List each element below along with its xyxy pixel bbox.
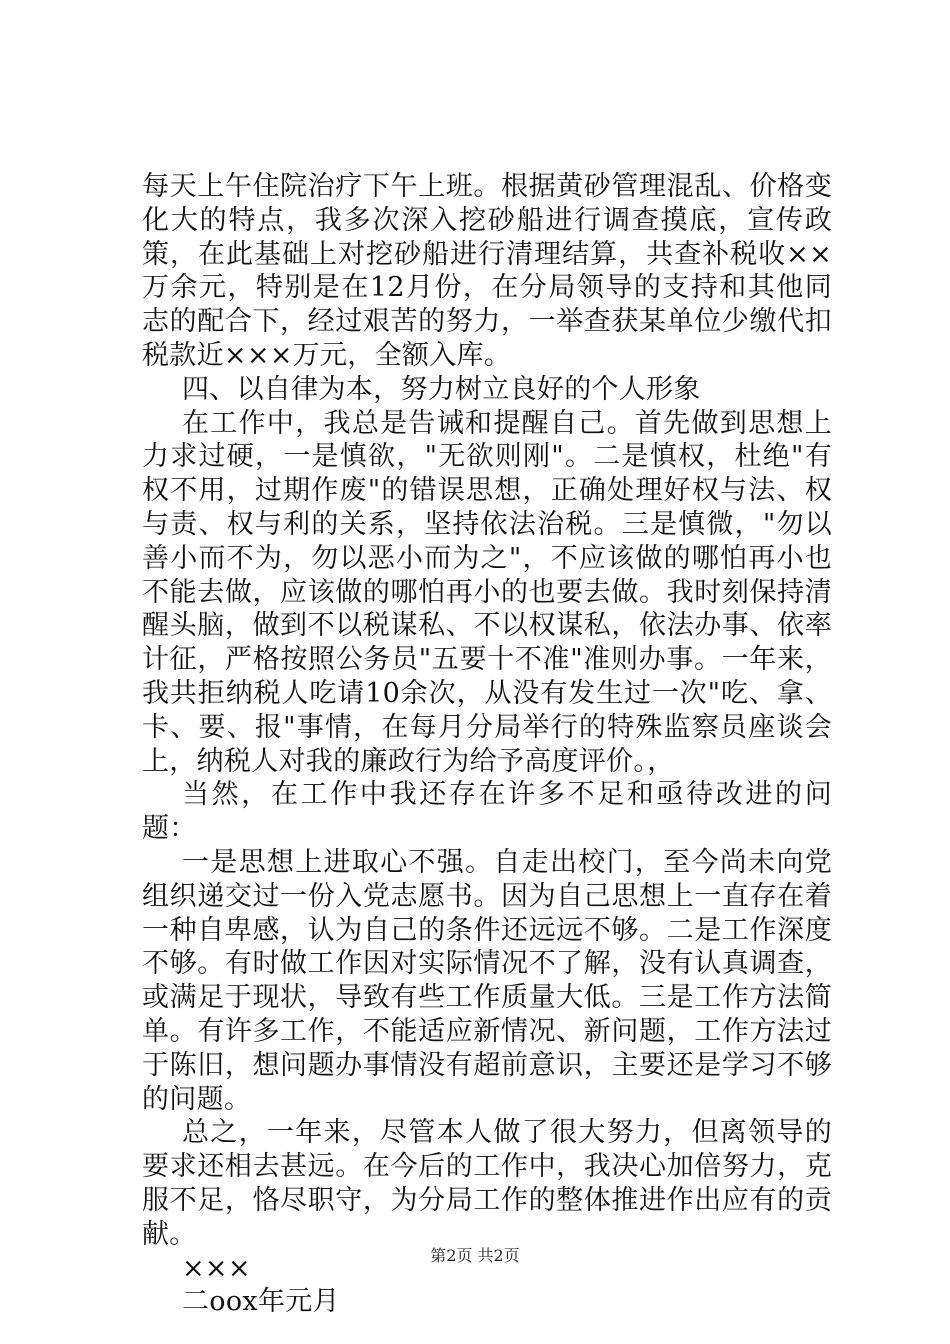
signature-date: 二oox年元月 xyxy=(182,1286,340,1318)
section-heading-self-discipline: 四、以自律为本，努力树立良好的个人形象 xyxy=(182,373,701,405)
signature-name: ××× xyxy=(182,1252,251,1284)
page-number-footer: 第2页 共2页 xyxy=(430,1246,520,1265)
paragraph-self-discipline: 在工作中，我总是告诫和提醒自己。首先做到思想上力求过硬，一是慎欲，"无欲则刚"。二是慎权，杜绝"有权不用，过期作废"的错误思想，正确处理好权与法、权与责、权与利的关系，坚持依法治税。三是慎微，"勿以善小而不为，勿以恶小而为之"，不应该做的哪怕再小也不能去做，应该做的哪怕再小的也要去做。我时刻保持清醒头脑，做到不以税谋私、不以权谋私，依法办事、依率计征，严格按照公务员"五要十不准"准则办事。一年来，我共拒纳税人吃请10余次，从没有发生过一次"吃、拿、卡、要、报"事情，在每月分局举行的特殊监察员座谈会上，纳税人对我的廉政行为给予高度评价。， xyxy=(142,407,832,777)
paragraph-shortcomings-list: 一是思想上进取心不强。自走出校门，至今尚未向党组织递交过一份入党志愿书。因为自己思想上一直存在着一种自卑感，认为自己的条件还远远不够。二是工作深度不够。有时做工作因对实际情况不了解，没有认真调查，或满足于现状，导致有些工作质量大低。三是工作方法简单。有许多工作，不能适应新情况、新问题，工作方法过于陈旧，想问题办事情没有超前意识，主要还是学习不够的问题。 xyxy=(142,846,832,1115)
paragraph-shortcomings-intro: 当然，在工作中我还存在许多不足和亟待改进的问题： xyxy=(142,779,832,845)
paragraph-conclusion: 总之，一年来，尽管本人做了很大努力，但离领导的要求还相去甚远。在今后的工作中，我决心加倍努力，克服不足，恪尽职守，为分局工作的整体推进作出应有的贡献。 xyxy=(142,1117,832,1250)
document-body xyxy=(142,170,832,1319)
paragraph-hospital-treatment: 每天上午住院治疗下午上班。根据黄砂管理混乱、价格变化大的特点，我多次深入挖砂船进行调查摸底，宣传政策，在此基础上对挖砂船进行清理结算，共查补税收××万余元，特别是在12月份，在分局领导的支持和其他同志的配合下，经过艰苦的努力，一举查获某单位少缴代扣税款近×××万元，全额入库。 xyxy=(142,171,832,371)
